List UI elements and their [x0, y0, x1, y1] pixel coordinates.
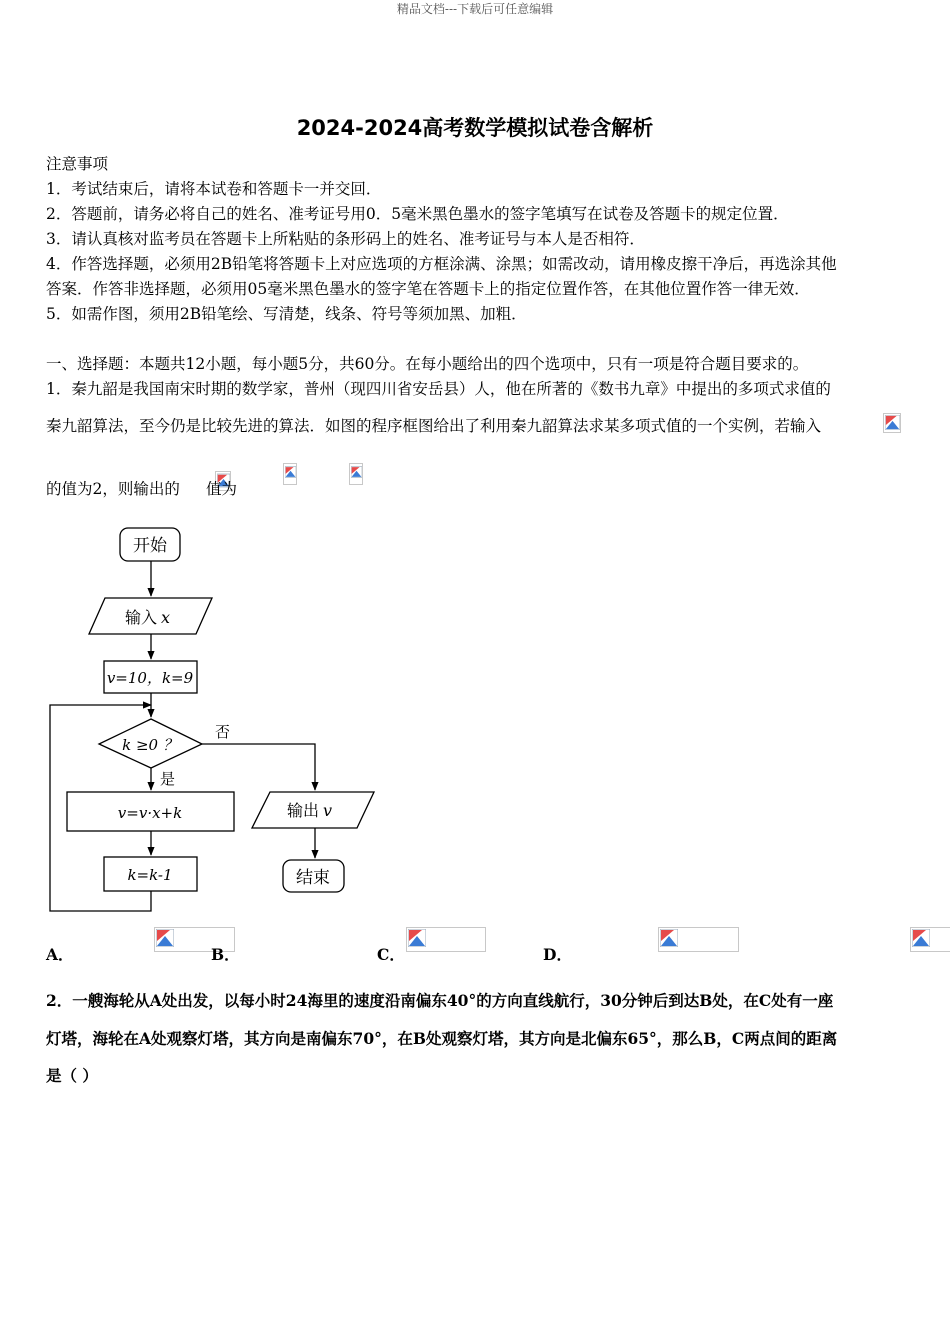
- q1-line-3b: 值为: [206, 480, 238, 498]
- notice-item-1: 1．考试结束后，请将本试卷和答题卡一并交回．: [46, 180, 382, 198]
- q2-line-1: 2．一艘海轮从A处出发，以每小时24海里的速度沿南偏东40°的方向直线航行，30分钟后到达B处，在C处有一座: [46, 991, 834, 1010]
- option-d-image-icon[interactable]: [910, 927, 950, 952]
- option-d-label[interactable]: D．: [543, 945, 572, 964]
- header-note: 精品文档---下载后可任意编辑: [396, 2, 554, 16]
- notice-item-4-cont: 答案．作答非选择题，必须用05毫米黑色墨水的签字笔在答题卡上的指定位置作答，在其他位置作答一律无效．: [46, 280, 810, 298]
- flow-start-label: 开始: [133, 536, 167, 556]
- flow-input-label: 输入 x: [125, 608, 171, 627]
- q2-line-3: 是（ ）: [46, 1066, 98, 1085]
- option-c-image-icon[interactable]: [658, 927, 739, 952]
- flow-yes-label: 是: [160, 770, 176, 788]
- option-a-label[interactable]: A．: [46, 945, 74, 964]
- q1-line-2: 秦九韶算法，至今仍是比较先进的算法．如图的程序框图给出了利用秦九韶算法求某多项式值的一个实例，若输入: [46, 417, 822, 435]
- document-title: 2024-2024高考数学模拟试卷含解析: [296, 116, 654, 140]
- option-b-label[interactable]: B．: [211, 945, 240, 964]
- notice-item-3: 3．请认真核对监考员在答题卡上所粘贴的条形码上的姓名、准考证号与本人是否相符．: [46, 230, 645, 248]
- flow-output-label: 输出 v: [287, 801, 333, 820]
- q2-line-2: 灯塔，海轮在A处观察灯塔，其方向是南偏东70°，在B处观察灯塔，其方向是北偏东65°，那么B，C两点间的距离: [46, 1029, 838, 1048]
- option-b-image-icon[interactable]: [406, 927, 486, 952]
- option-c-label[interactable]: C．: [377, 945, 405, 964]
- section-heading: 一、选择题：本题共12小题，每小题5分，共60分。在每小题给出的四个选项中，只有一项是符合题目要求的。: [46, 355, 809, 373]
- flow-end-label: 结束: [296, 868, 330, 888]
- notice-item-5: 5．如需作图，须用2B铅笔绘、写清楚，线条、符号等须加黑、加粗．: [46, 305, 527, 323]
- q1-line-3a: 的值为2，则输出的: [46, 480, 180, 498]
- flow-condition-label: k ≥0 ？: [122, 736, 178, 754]
- notice-item-4: 4．作答选择题，必须用2B铅笔将答题卡上对应选项的方框涂满、涂黑；如需改动，请用橡皮擦干净后，再选涂其他: [46, 255, 837, 273]
- notice-item-2: 2．答题前，请务必将自己的姓名、准考证号用0．5毫米黑色墨水的签字笔填写在试卷及答题卡的规定位置．: [46, 205, 789, 223]
- flow-update-v-label: v=v·x+k: [117, 804, 183, 822]
- notice-heading: 注意事项: [46, 155, 109, 173]
- flow-update-k-label: k=k-1: [127, 866, 173, 884]
- q1-line-1: 1．秦九韶是我国南宋时期的数学家，普州（现四川省安岳县）人，他在所著的《数书九章》中提出的多项式求值的: [46, 380, 831, 398]
- flow-init-label: v=10，k=9: [106, 669, 194, 687]
- flow-no-label: 否: [215, 723, 231, 741]
